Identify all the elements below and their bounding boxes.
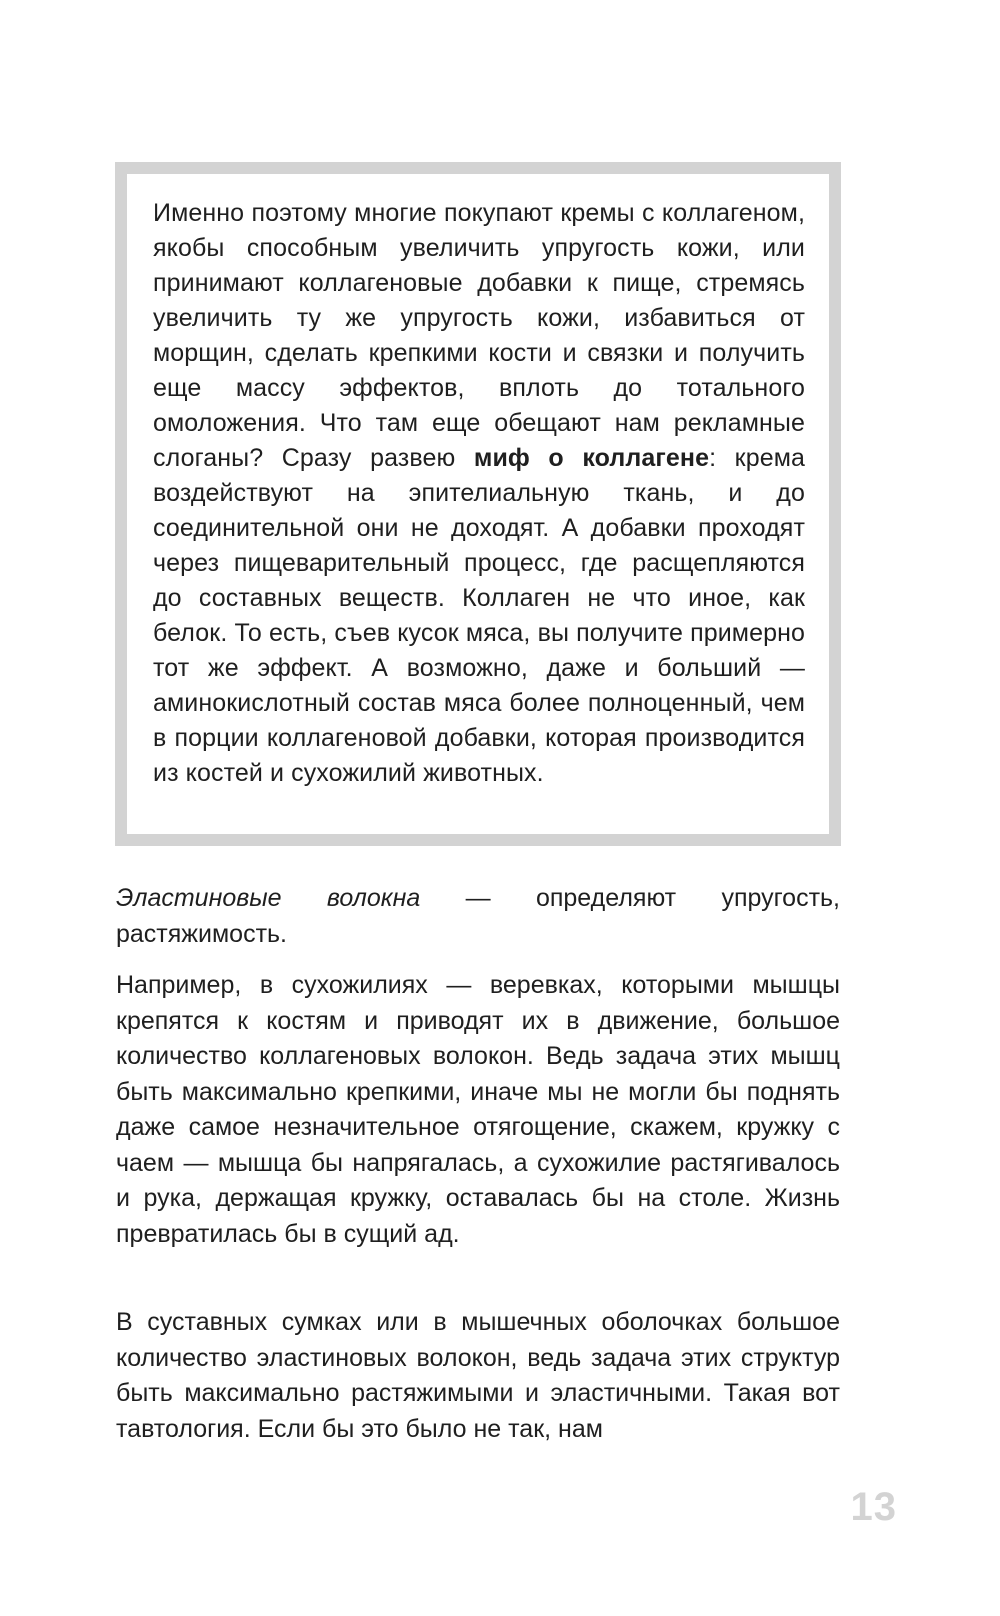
page-number: 13 bbox=[850, 1485, 897, 1529]
callout-box bbox=[115, 162, 841, 846]
callout-text bbox=[153, 196, 805, 791]
callout-text-part1: Именно поэтому многие покупают кремы с коллагеном, якобы способным увеличить упругость кожи, или принимают коллагеновые добавки к пище, стремясь увеличить ту же упругость кожи, избавиться от морщин, сделать крепкими кости и связки и получить еще массу эффектов, вплоть до тотального омоложения. Что там еще обещают нам рекламные слоганы? Сразу развею bbox=[153, 199, 805, 472]
paragraph-elastin-definition: — определяют упругость, растяжимость. bbox=[116, 884, 841, 948]
paragraph-elastin-term: Эластиновые волокна bbox=[116, 884, 421, 912]
paragraph-elastin bbox=[116, 881, 840, 952]
paragraph-tendons: Например, в сухожилиях — веревках, которыми мышцы крепятся к костям и приводят их в движение, большое количество коллагеновых волокон. Ведь задача этих мышц быть максимально крепкими, иначе мы не могли бы поднять даже самое незначительное отягощение, скажем, кружку с чаем — мышца бы напрягалась, а сухожилие растягивалось и рука, держащая кружку, оставалась бы на столе. Жизнь превратилась бы в сущий ад. bbox=[116, 971, 840, 1248]
callout-bold-phrase: миф о коллагене bbox=[473, 444, 710, 472]
callout-text-part2: : крема воздействуют на эпителиальную ткань, и до соединительной они не доходят. А добавки проходят через пищеварительный процесс, где расщепляются до составных веществ. Коллаген не что иное, как белок. То есть, съев кусок мяса, вы получите примерно тот же эффект. А возможно, даже и больший — аминокислотный состав мяса более полноценный, чем в порции коллагеновой добавки, которая производится из костей и сухожилий животных. bbox=[153, 444, 806, 787]
paragraph-joint-capsules: В суставных сумках или в мышечных оболочках большое количество эластиновых волокон, ведь задача этих структур быть максимально растяжимыми и эластичными. Такая вот тавтология. Если бы это было не так, нам bbox=[116, 1308, 840, 1443]
